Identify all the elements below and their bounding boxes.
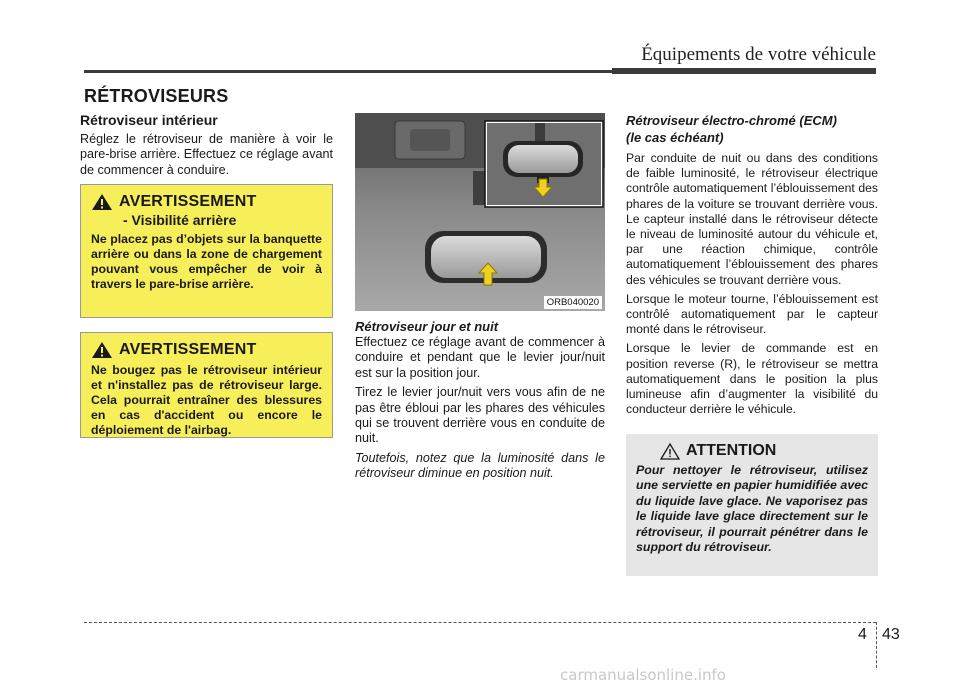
warning-header: [91, 341, 322, 359]
warning-subtitle: - Visibilité arrière: [123, 212, 237, 228]
column-interior-mirror: [80, 112, 333, 178]
warning-triangle-icon: [91, 341, 113, 359]
warning-body: Ne bougez pas le rétroviseur intérieur et n'installez pas de rétroviseur large. Cela pourrait entraîner des blessures en cas d'accident ou encore le déploiement de l'airbag.: [91, 363, 322, 437]
warning-title: AVERTISSEMENT: [119, 193, 257, 210]
interior-mirror-heading: Rétroviseur intérieur: [80, 112, 218, 128]
day-night-para1: Effectuez ce réglage avant de commencer à conduire et pendant que le levier jour/nuit est sur la position jour.: [355, 335, 605, 380]
chapter-title: Équipements de votre véhicule: [641, 44, 876, 65]
section-title: RÉTROVISEURS: [84, 86, 229, 106]
day-night-heading: Rétroviseur jour et nuit: [355, 319, 499, 334]
caution-triangle-icon: [660, 443, 680, 460]
ecm-para3: Lorsque le levier de commande est en position reverse (R), le rétroviseur se mettra automatiquement dans le position la plus lumineuse afin d’augmenter la visibilité du conducteur derrière le véhicule.: [626, 341, 878, 417]
chapter-number: 4: [858, 626, 867, 643]
mirror-illustration: [355, 113, 605, 311]
attention-title: ATTENTION: [686, 442, 777, 459]
attention-box: [626, 434, 878, 576]
warning-box-rear-visibility: [80, 184, 333, 318]
ecm-heading-line1: Rétroviseur électro-chromé (ECM): [626, 113, 837, 128]
attention-header: [660, 442, 868, 460]
watermark: carmanualsonline.info: [560, 666, 726, 684]
day-night-para2: Tirez le levier jour/nuit vers vous afin de ne pas être ébloui par les phares des véhicules qui se trouvent derrière vous en conduite de nuit.: [355, 385, 605, 446]
attention-body: Pour nettoyer le rétroviseur, utilisez une serviette en papier humidifiée avec du liquide lave glace. Ne vaporisez pas le liquide lave glace directement sur le rétroviseur, il pourrait pénétrer dans le support du rétroviseur.: [636, 463, 868, 555]
page-number: 43: [882, 626, 900, 643]
day-night-note: Toutefois, notez que la luminosité dans le rétroviseur diminue en position nuit.: [355, 450, 605, 481]
ecm-heading-line2: (le cas échéant): [626, 130, 724, 145]
photo-caption: ORB040020: [544, 296, 602, 309]
footer-rule: [84, 622, 876, 623]
ecm-para2: Lorsque le moteur tourne, l’éblouissement est contrôlé automatiquement par le capteur monté dans le rétroviseur.: [626, 291, 878, 337]
warning-body: Ne placez pas d’objets sur la banquette arrière ou dans la zone de chargement pouvant vous empêcher de voir à travers le pare-brise arrière.: [91, 232, 322, 291]
warning-box-mirror-change: [80, 332, 333, 438]
warning-triangle-icon: [91, 193, 113, 211]
footer-divider: [876, 622, 877, 668]
column-ecm: [626, 112, 878, 421]
ecm-para1: Par conduite de nuit ou dans des conditions de faible luminosité, le rétroviseur électrique contrôle automatiquement l’éblouissement des phares de la voiture se trouvant derrière vous. Le capteur installé dans le rétroviseur détecte le niveau de luminosité autour du véhicule et, par une réaction chimique, contrôle automatiquement l’éblouissement des phares des véhicules se trouvant derrière vous.: [626, 151, 878, 287]
warning-title: AVERTISSEMENT: [119, 341, 257, 358]
mirror-photo: [355, 113, 605, 311]
column-day-night: [355, 318, 605, 486]
warning-header: [91, 193, 322, 211]
interior-mirror-intro: Réglez le rétroviseur de manière à voir le pare-brise arrière. Effectuez ce réglage avant de commencer à conduire.: [80, 132, 333, 177]
header-rule-accent: [612, 68, 876, 74]
